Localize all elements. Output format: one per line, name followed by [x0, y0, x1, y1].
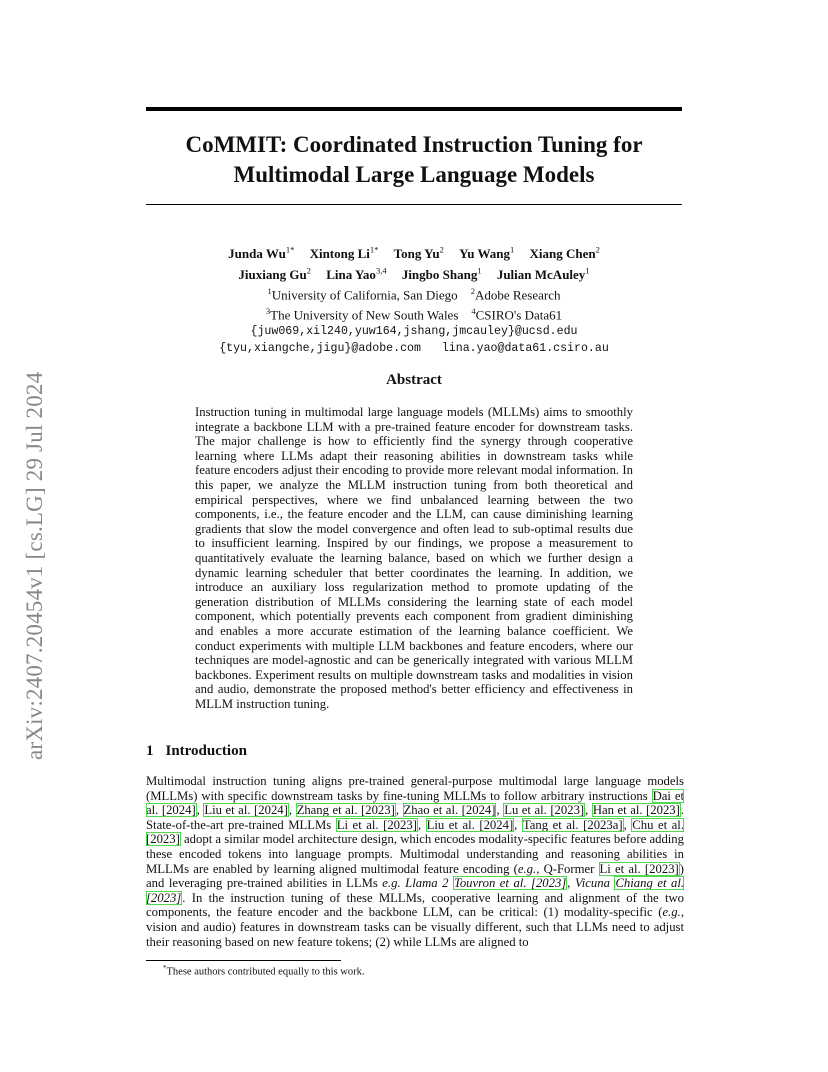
intro-paragraph: Multimodal instruction tuning aligns pre-trained general-purpose multimodal large language models (MLLMs) with specific downstream tasks by fine-tuning MLLMs to follow arbitrary instructions Dai et al. [2024], Liu et al. [2024], Zhang et al. [2023], Zhao et al. [2024], Lu et al. [2023], Han et al. [2023]. State-of-the-art pre-trained MLLMs Li et al. [2023], Liu et al. [2024], Tang et al. [2023a], Chu et al. [2023] adopt a similar model architecture design, which encodes modality-specific features before adding these encoded tokens into language prompts. Multimodal understanding and reasoning abilities in MLLMs are enabled by learning aligned multimodal feature encoding (e.g., Q-Former Li et al. [2023]) and leveraging pre-trained abilities in LLMs e.g. Llama 2 Touvron et al. [2023], Vicuna Chiang et al. [2023]. In the instruction tuning of these MLLMs, cooperative learning and alignment of the two components, the feature encoder and the backbone LLM, can be critical: (1) modality-specific (e.g., vision and audio) features in downstream tasks can be visually different, such that LLMs need to adjust their reasoning based on new feature tokens; (2) while LLMs are aligned to	[146, 774, 685, 949]
email-line-1: {juw069,xil240,yuw164,jshang,jmcauley}@ucsd.edu	[250, 325, 578, 339]
email-line-2: {tyu,xiangche,jigu}@adobe.com lina.yao@data61.csiro.au	[219, 342, 609, 356]
affiliation-line-1: $^1$University of California, San Diego $^2$Adobe Research	[267, 285, 561, 302]
author-name: Jiuxiang Gu$^2$	[238, 265, 311, 282]
author-name: Xiang Chen$^2$	[529, 245, 600, 262]
author-name: Julian McAuley$^1$	[496, 265, 590, 282]
paper-title	[146, 130, 682, 190]
citation-link[interactable]: Lu et al. [2023]	[504, 803, 585, 818]
author-name: Junda $Wu^{1*}$	[228, 245, 295, 262]
citation-link[interactable]: Li et al. [2023]	[336, 817, 417, 832]
author-name: Yu Wang$^1$	[459, 245, 515, 262]
citation-link[interactable]: Zhao et al. [2024]	[403, 803, 496, 818]
affiliation-line-2: $^3$The University of New South Wales $^4$CSIRO's Data61	[265, 305, 563, 323]
citation-link[interactable]: Li et al. [2023]	[599, 861, 679, 876]
citation-link[interactable]: Tang et al. [2023a]	[522, 817, 623, 832]
citation-link[interactable]: Chu et al. [2023]	[146, 817, 684, 847]
citation-link[interactable]: Zhang et al. [2023]	[296, 803, 395, 818]
abstract-body: Instruction tuning in multimodal large language models (MLLMs) aims to smoothly integrate a backbone LLM with a pre-trained feature encoder for downstream tasks. The major challenge is how to efficiently find the synergy through cooperative learning where LLMs adapt their reasoning abilities in downstream tasks while feature encoders adjust their encoding to provide more relevant modal information. In this paper, we analyze the MLLM instruction tuning from both theoretical and empirical perspectives, where we find unbalanced learning between the two components, i.e., the feature encoder and the LLM, can cause diminishing learning gradients that slow the model convergence and often lead to sub-optimal results due to insufficient learning. Inspired by our findings, we propose a measurement to quantitatively evaluate the learning balance, based on which we further design a dynamic learning scheduler that better coordinates the learning. In addition, we introduce an auxiliary loss regularization method to promote updating of the generation distribution of MLLMs considering the learning state of each model component, which potentially prevents each component from gradient diminishing and enables a more accurate estimation of the learning balance coefficient. We conduct experiments with multiple LLM backbones and feature encoders, where our techniques are model-agnostic and can be generically integrated with various MLLM backbones. Experiment results on multiple downstream tasks and modalities in vision and audio, demonstrate the proposed method's better efficiency and effectiveness in MLLM instruction tuning.	[195, 405, 633, 711]
section-heading	[146, 743, 247, 760]
author-block	[146, 242, 682, 357]
author-name: Lina Yao$^{3,4}$	[326, 265, 387, 282]
footnote-rule	[146, 960, 341, 961]
citation-link[interactable]: Liu et al. [2024]	[426, 817, 514, 832]
title-top-rule	[146, 107, 682, 111]
title-line-1: CoMMIT: Coordinated Instruction Tuning for	[185, 132, 643, 157]
author-name: Xintong $Li^{1*}$	[309, 245, 379, 262]
abstract-heading: Abstract	[386, 372, 442, 388]
author-name: Tong Yu$^2$	[393, 245, 444, 262]
author-row-2	[146, 262, 682, 282]
citation-link[interactable]: Han et al. [2023]	[592, 803, 680, 818]
title-bottom-rule	[146, 204, 682, 205]
author-name: Jingbo Shang$^1$	[401, 265, 482, 282]
footnote: *These authors contributed equally to this work.	[163, 964, 365, 978]
section-title: Introduction	[165, 743, 247, 759]
citation-link[interactable]: Liu et al. [2024]	[204, 803, 288, 818]
section-number: 1	[146, 743, 154, 759]
citation-link[interactable]: Touvron et al. [2023]	[453, 876, 567, 891]
title-line-2: Multimodal Large Language Models	[233, 162, 595, 187]
arxiv-side-stamp: arXiv:2407.20454v1 [cs.LG] 29 Jul 2024	[22, 371, 47, 760]
author-row-1	[146, 242, 682, 262]
citation-link[interactable]: Chiang et al. [2023]	[146, 876, 685, 905]
citation-link[interactable]: Dai et al. [2024]	[146, 788, 684, 818]
